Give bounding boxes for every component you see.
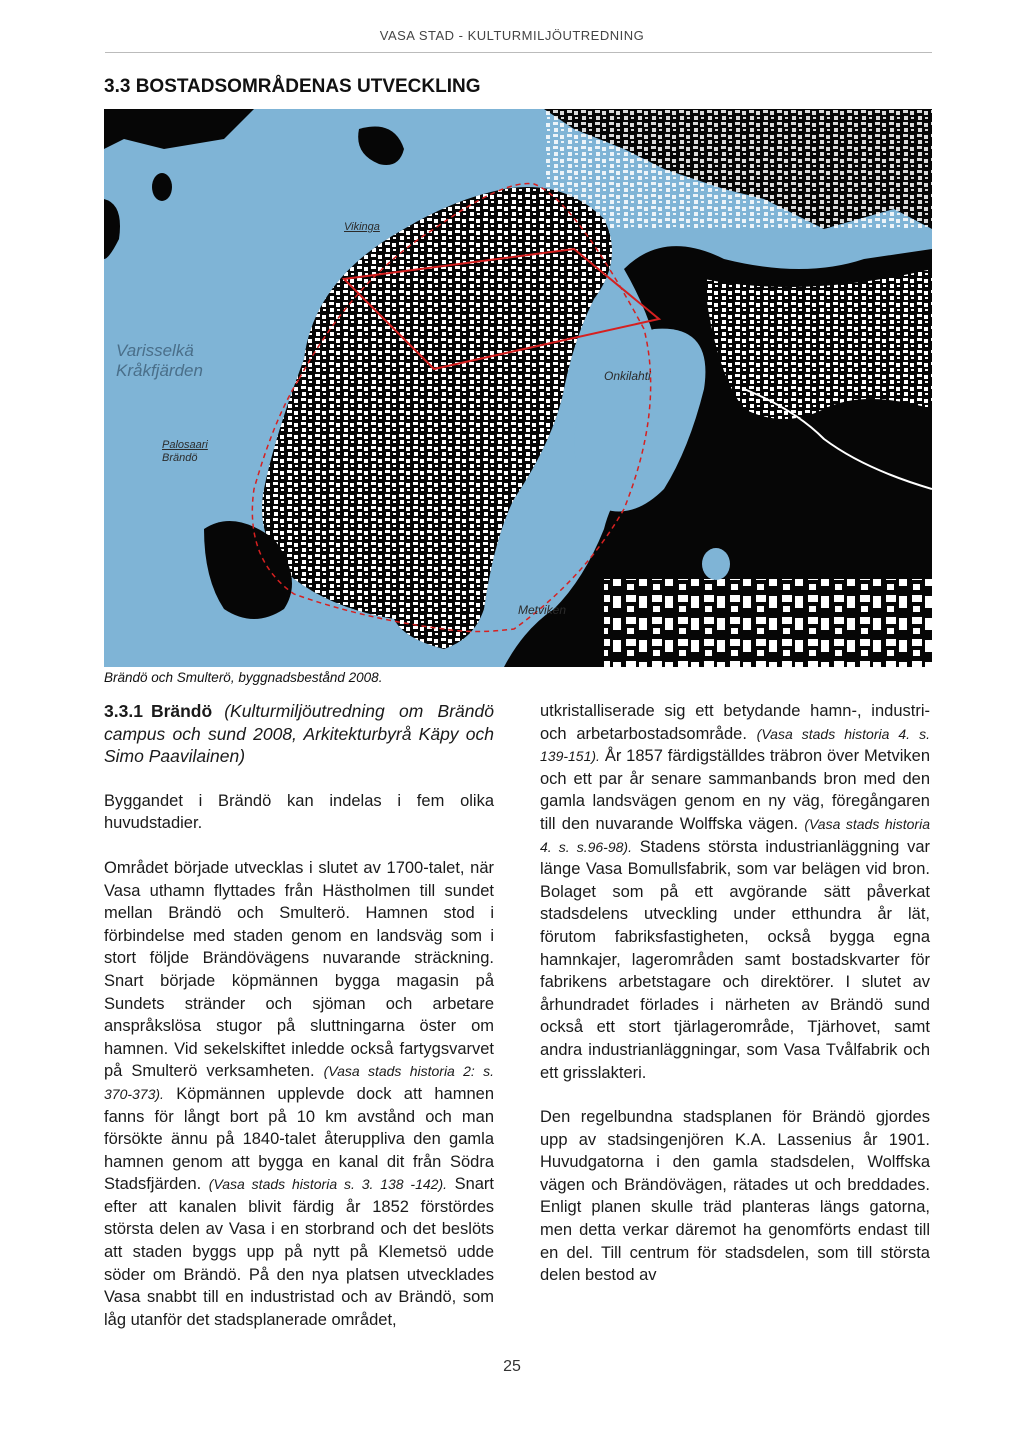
map-label-brando: Brändö	[162, 452, 198, 464]
map-label-vikinga: Vikinga	[344, 221, 380, 233]
map-label-metviken: Metviken	[518, 603, 567, 617]
paragraph-text: År 1857 färdigställdes träbron över Metviken och ett par år senare sammanbands bron med den gamla landsvägen genom en ny väg, föregångaren till den nuvarande Wolffska vägen.	[540, 747, 930, 833]
map-label-varisselka: Varisselkä	[116, 341, 194, 360]
map-graphic	[104, 109, 932, 667]
citation: (Vasa stads historia 4. s. s.96-98).	[540, 815, 930, 855]
article-reference: (Kulturmiljöutredning om Brändö campus och sund 2008, Arkitekturbyrå Käpy och Simo Paavilainen)	[104, 701, 494, 767]
paragraph-text: Snart efter att kanalen blivit färdig år 1852 förstördes största delen av Vasa i en storbrand och det beslöts att staden byggs upp på nytt på Klemetsö udde söder om Brändö. På den nya platsen utvecklades Vasa snabbt till en industristad och av Brändö, som låg utanför det stadsplanerade området,	[104, 1175, 494, 1329]
header-divider	[105, 52, 932, 53]
paragraph-history	[104, 857, 494, 1331]
article-number: 3.3.1	[104, 701, 143, 721]
section-title: 3.3 BOSTADSOMRÅDENAS UTVECKLING	[104, 76, 481, 97]
map-image	[104, 109, 932, 667]
article-subheading	[104, 700, 494, 768]
article-title: Brändö	[150, 701, 213, 721]
left-column	[104, 700, 494, 1353]
running-header: VASA STAD - KULTURMILJÖUTREDNING	[379, 28, 645, 43]
page-number: 25	[503, 1358, 521, 1375]
map-label-krakfjarden: Kråkfjärden	[116, 361, 203, 380]
paragraph-industry	[540, 700, 930, 1084]
citation: (Vasa stads historia s. 3. 138 -142).	[208, 1176, 448, 1193]
paragraph-intro: Byggandet i Brändö kan indelas i fem olika huvudstadier.	[104, 791, 494, 833]
citation: (Vasa stads historia 4. s. 139-151).	[540, 725, 930, 765]
paragraph-text: utkristalliserade sig ett betydande hamn-, industri- och arbetarbostadsområde.	[540, 702, 930, 743]
right-column	[540, 700, 930, 1309]
figure-caption: Brändö och Smulterö, byggnadsbestånd 2008.	[104, 670, 383, 685]
map-label-palosaari: Palosaari	[162, 439, 208, 451]
paragraph-text: Köpmännen upplevde dock att hamnen fanns för långt bort på 10 km avstånd och man försökte ännu på 1840-talet återuppliva den gamla hamnen genom att bygga en kanal dit från Södra Stadsfjärden.	[104, 1084, 495, 1194]
map-label-onkilahti: Onkilahti	[604, 369, 651, 383]
paragraph-townplan: Den regelbundna stadsplanen för Brändö gjordes upp av stadsingenjören K.A. Lassenius år 1901. Huvudgatorna i den gamla stadsdelen, Wolffska vägen och Brändövägen, rätades ut och breddades. Enligt planen skulle träd planteras längs gatorna, men detta verkar däremot ha genomförts endast till en del. Till centrum för stadsdelen, som till största delen bestod av	[540, 1108, 930, 1285]
paragraph-text: Stadens största industrianläggning var länge Vasa Bomullsfabrik, som var belägen vid bron. Bolaget som på ett avgörande sätt påverkat stadsdelens utveckling under etthundra år lät, förutom fabriksfastigheten, också bygga egna hamnkajer, lagerområden samt bostadskvarter för fabrikens arbetstagare och direktörer. I slutet av århundradet förlades i närheten av Brändö sund också ett stort tjärlagerområde, Tjärhovet, samt andra industrianläggningar, som Vasa Tvålfabrik och ett grisslakteri.	[540, 837, 931, 1082]
citation: (Vasa stads historia 2: s. 370-373).	[104, 1063, 494, 1102]
paragraph-text: Området började utvecklas i slutet av 1700-talet, när Vasa uthamn flyttades från Hästholmen till sundet mellan Brändö och Smulterö. Hamnen stod i förbindelse med staden genom en landsväg som i stort följde Brändövägens nuvarande sträckning. Snart började köpmännen bygga magasin på Sundets stränder och sjöman och arbetare anspråkslösa stugor på sluttningarna öster om hamnen. Vid sekelskiftet inledde också fartygsvarvet på Smulterö verksamheten.	[104, 858, 494, 1081]
